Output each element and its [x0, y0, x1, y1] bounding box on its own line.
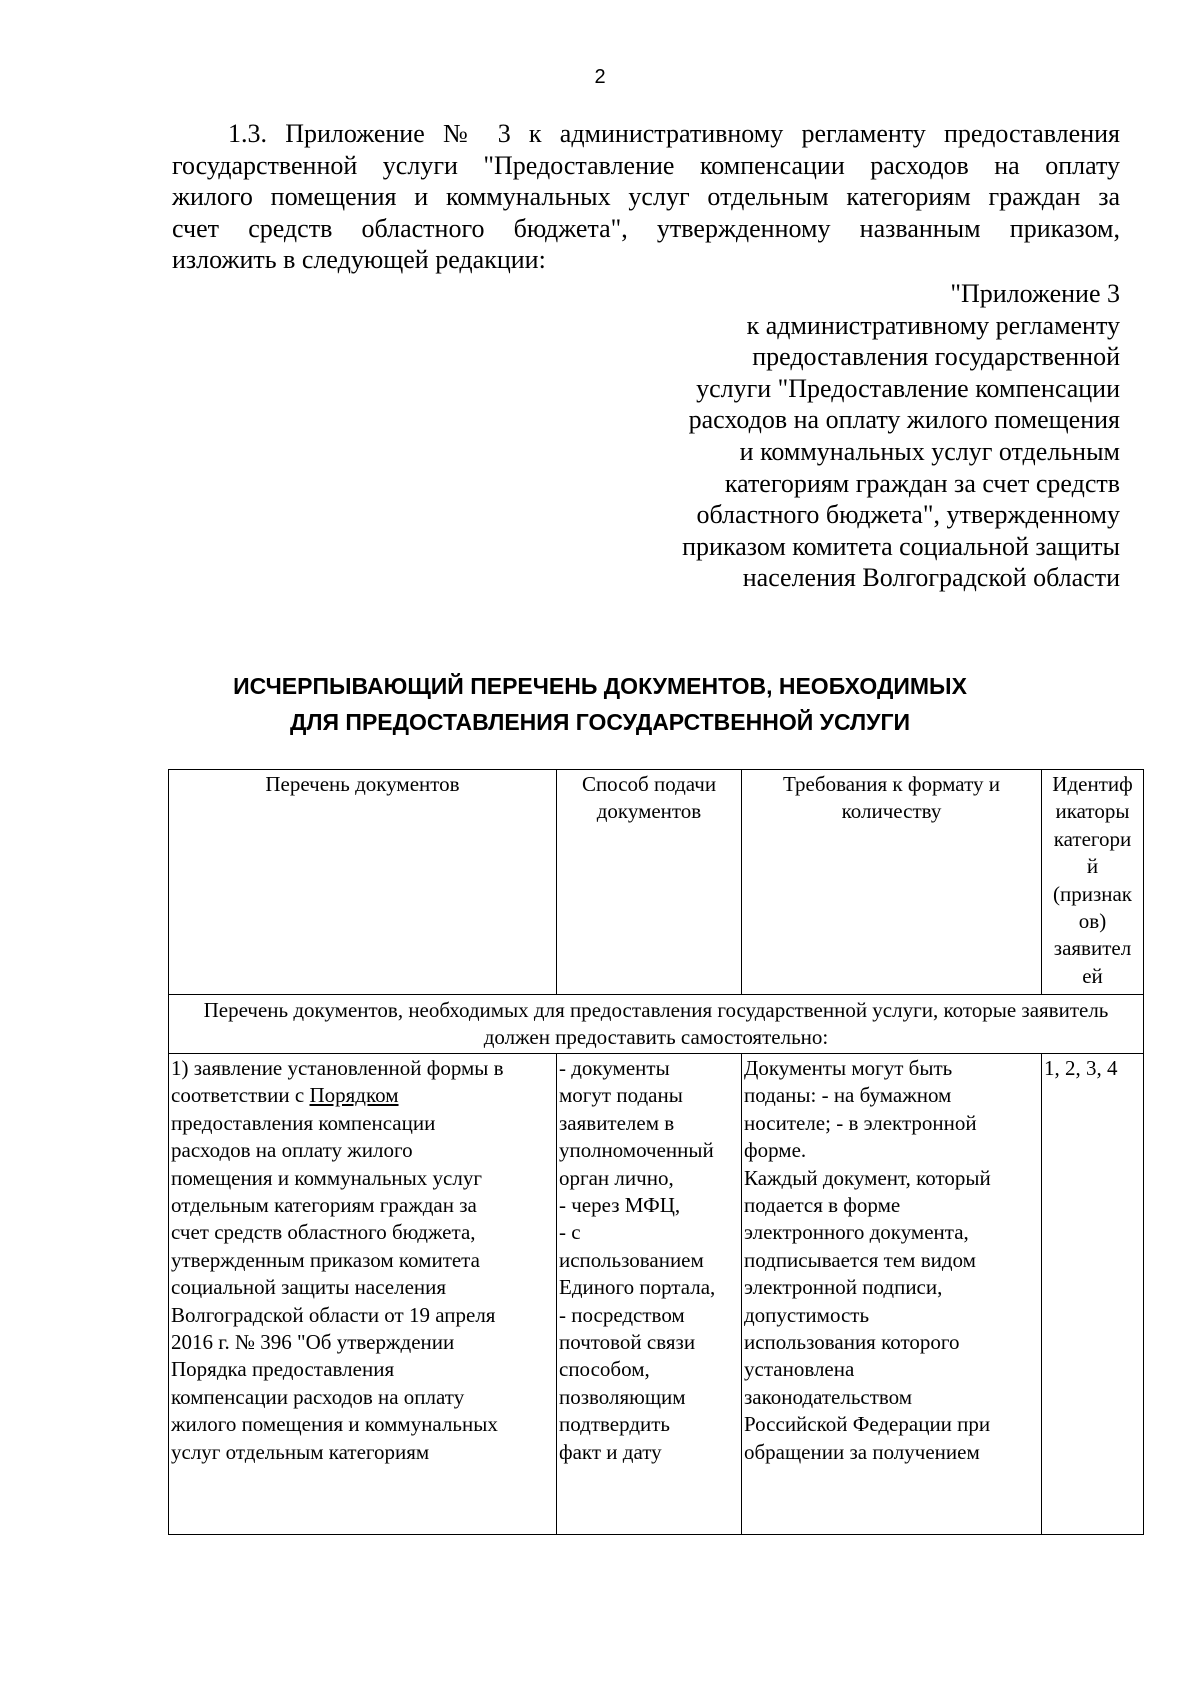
header-documents-list: Перечень документов	[169, 770, 557, 995]
procedure-link[interactable]: Порядком	[309, 1083, 399, 1108]
page-number: 2	[594, 66, 606, 88]
intro-line: изложить в следующей редакции:	[172, 245, 546, 274]
intro-paragraph	[172, 118, 1120, 276]
row-document-cell: 1) заявление установленной формы в соответствии с Порядком предоставления компенсации расходов на оплату жилого помещения и коммунальных услуг отдельным категориям граждан за счет средств областного бюджета, утвержденным приказом комитета социальной защиты населения Волгоградской области от 19 апреля 2016 г. № 396 "Об утверждении Порядка предоставления компенсации расходов на оплату жилого помещения и коммунальных услуг отдельным категориям	[169, 1054, 557, 1535]
appendix-line: приказом комитета социальной защиты	[682, 531, 1120, 561]
table-section-row	[169, 995, 1144, 1054]
appendix-line: к административному регламенту	[746, 310, 1120, 340]
appendix-line: категориям граждан за счет средств	[724, 468, 1120, 498]
row-method-cell: - документы могут поданы заявителем в уполномоченный орган лично, - через МФЦ, - с использованием Единого портала, - посредством почтовой связи способом, позволяющим подтвердить факт и дату	[557, 1054, 742, 1535]
appendix-caption	[560, 278, 1120, 594]
appendix-line: услуги "Предоставление компенсации	[696, 373, 1120, 403]
intro-line: государственной услуги "Предоставление компенсации расходов на оплату	[172, 150, 1120, 180]
header-category-identifiers: Идентиф икаторы категори й (признак ов) заявител ей	[1042, 770, 1144, 995]
heading-line: ИСЧЕРПЫВАЮЩИЙ ПЕРЕЧЕНЬ ДОКУМЕНТОВ, НЕОБХОДИМЫХ	[233, 673, 967, 699]
documents-table	[168, 769, 1144, 1535]
appendix-line: и коммунальных услуг отдельным	[739, 436, 1120, 466]
section-title: Перечень документов, необходимых для предоставления государственной услуги, которые заявитель должен предоставить самостоятельно:	[169, 995, 1144, 1054]
intro-line: счет средств областного бюджета", утвержденному названным приказом,	[172, 213, 1120, 243]
appendix-line: населения Волгоградской области	[742, 563, 1120, 593]
appendix-line: "Приложение 3	[950, 279, 1120, 308]
appendix-line: областного бюджета", утвержденному	[696, 500, 1120, 530]
document-heading	[0, 668, 1200, 740]
appendix-line: расходов на оплату жилого помещения	[688, 405, 1120, 435]
header-format-requirements: Требования к формату и количеству	[742, 770, 1042, 995]
appendix-line: предоставления государственной	[752, 342, 1120, 372]
table-row	[169, 1054, 1144, 1535]
row-categories-cell: 1, 2, 3, 4	[1042, 1054, 1144, 1535]
intro-line: жилого помещения и коммунальных услуг отдельным категориям граждан за	[172, 182, 1120, 211]
heading-line: ДЛЯ ПРЕДОСТАВЛЕНИЯ ГОСУДАРСТВЕННОЙ УСЛУГИ	[289, 709, 911, 735]
intro-line: 1.3. Приложение № 3 к административному регламенту предоставления	[228, 119, 1120, 148]
table-header-row	[169, 770, 1144, 995]
header-submission-method: Способ подачи документов	[557, 770, 742, 995]
row-requirements-cell: Документы могут быть поданы: - на бумажном носителе; - в электронной форме. Каждый документ, который подается в форме электронного документа, подписывается тем видом электронной подписи, допустимость использования которого установлена законодательством Российской Федерации при обращении за получением	[742, 1054, 1042, 1535]
